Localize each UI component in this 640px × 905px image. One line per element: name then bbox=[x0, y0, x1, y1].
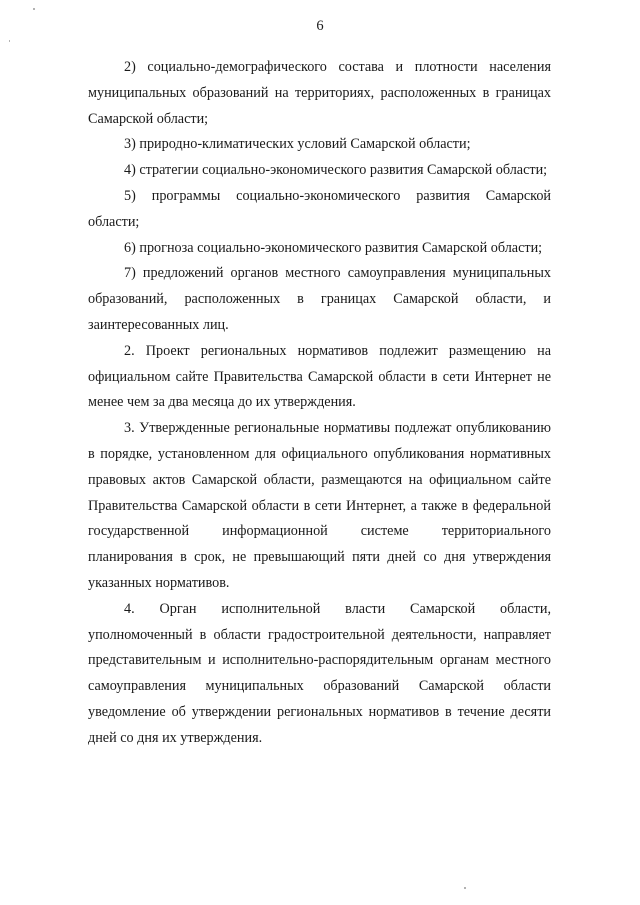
page-number: 6 bbox=[316, 18, 324, 34]
list-item-6: 6) прогноза социально-экономического развития Самарской области; bbox=[124, 239, 543, 256]
list-item-5: 5) программы социально-экономического развития Самарской области; bbox=[88, 187, 551, 230]
list-item-2: 2) социально-демографического состава и плотности населения муниципальных образований на территориях, расположенных в границах Самарской области; bbox=[88, 59, 551, 127]
clause-4: 4. Орган исполнительной власти Самарской области, уполномоченный в области градостроительной деятельности, направляет представительным и исполнительно-распорядительным органам местного самоуправления муниципальных образований Самарской области уведомление об утверждении региональных нормативов в течение десяти дней со дня их утверждения. bbox=[88, 600, 551, 746]
list-item-3: 3) природно-климатических условий Самарской области; bbox=[124, 136, 471, 153]
list-item-7: 7) предложений органов местного самоуправления муниципальных образований, расположенных в границах Самарской области, и заинтересованных лиц. bbox=[88, 265, 551, 333]
list-item-4: 4) стратегии социально-экономического развития Самарской области; bbox=[124, 162, 548, 179]
document-body bbox=[88, 55, 551, 752]
clause-3: 3. Утвержденные региональные нормативы подлежат опубликованию в порядке, установленном для официального опубликования нормативных правовых актов Самарской области, размещаются на официальном сайте Правительства Самарской области в сети Интернет, а также в федеральной государственной информационной системе территориального планирования в срок, не превышающий пяти дней со дня утверждения указанных нормативов. bbox=[88, 420, 551, 591]
scan-speck bbox=[464, 887, 466, 889]
clause-2: 2. Проект региональных нормативов подлежит размещению на официальном сайте Правительства Самарской области в сети Интернет не менее чем за два месяца до их утверждения. bbox=[88, 342, 551, 411]
scan-speck bbox=[9, 40, 10, 42]
scan-speck bbox=[33, 8, 35, 10]
